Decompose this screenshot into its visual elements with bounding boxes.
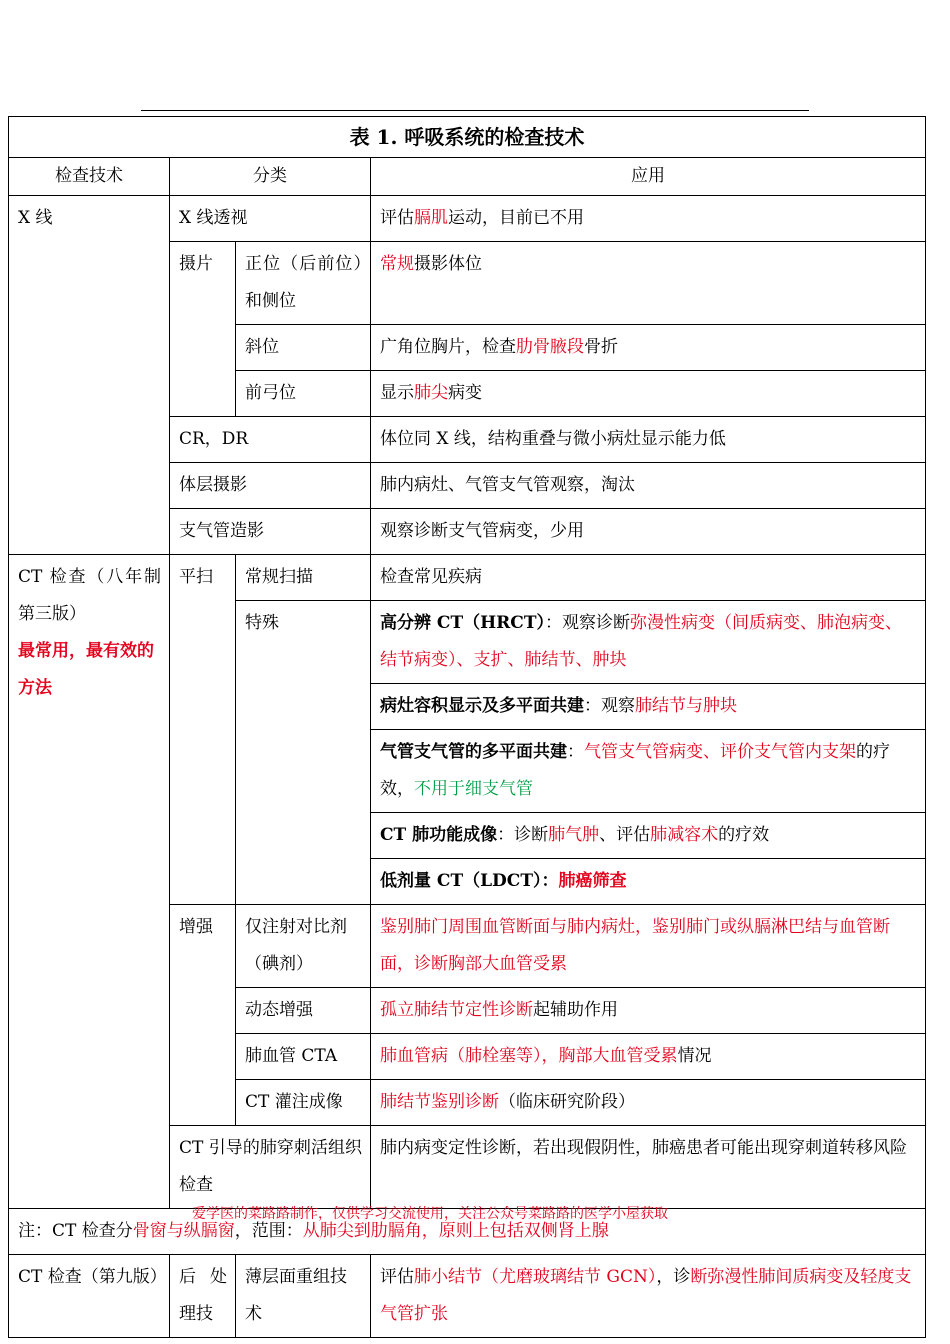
ct9-recon: 薄层面重组技术 — [236, 1255, 371, 1338]
ct8-dynamic: 动态增强 — [236, 988, 371, 1034]
ct9-post: 后处理技 — [170, 1255, 236, 1338]
ct8-hrct-app: 高分辨 CT（HRCT）：观察诊断弥漫性病变（间质病变、肺泡病变、结节病变）、支扩、肺结节、肿块 — [371, 601, 926, 684]
ct8-contrast-only-app: 鉴别肺门周围血管断面与肺内病灶，鉴别肺门或纵膈淋巴结与血管断面，诊断胸部大血管受累 — [371, 905, 926, 988]
ct8-volume-app: 病灶容积显示及多平面共建：观察肺结节与肿块 — [371, 684, 926, 730]
ct9-recon-app: 评估肺小结节（尤磨玻璃结节 GCN），诊断弥漫性肺间质病变及轻度支气管扩张 — [371, 1255, 926, 1338]
ct9-name: CT 检查（第九版） — [9, 1255, 170, 1338]
xray-tomography: 体层摄影 — [170, 463, 371, 509]
xray-pa-lateral-app: 常规摄影体位 — [371, 242, 926, 325]
ct8-contrast-only: 仅注射对比剂（碘剂） — [236, 905, 371, 988]
xray-radiography: 摄片 — [170, 242, 236, 417]
header-application: 应用 — [371, 158, 926, 196]
ct8-cta-app: 肺血管病（肺栓塞等），胸部大血管受累情况 — [371, 1034, 926, 1080]
xray-bronchography: 支气管造影 — [170, 509, 371, 555]
ct8-ldct-app: 低剂量 CT（LDCT）：肺癌筛查 — [371, 859, 926, 905]
xray-oblique-app: 广角位胸片，检查肋骨腋段骨折 — [371, 325, 926, 371]
xray-pa-lateral: 正位（后前位）和侧位 — [236, 242, 371, 325]
ct8-special: 特殊 — [236, 601, 371, 905]
ct8-perfusion: CT 灌注成像 — [236, 1080, 371, 1126]
table-row — [9, 555, 926, 601]
header-tech: 检查技术 — [9, 158, 170, 196]
ct8-routine: 常规扫描 — [236, 555, 371, 601]
ct8-cta: 肺血管 CTA — [236, 1034, 371, 1080]
xray-bronchography-app: 观察诊断支气管病变，少用 — [371, 509, 926, 555]
xray-lordotic-app: 显示肺尖病变 — [371, 371, 926, 417]
xray-cr-dr: CR，DR — [170, 417, 371, 463]
table-row — [9, 196, 926, 242]
ct8-enhanced: 增强 — [170, 905, 236, 1126]
ct8-plain: 平扫 — [170, 555, 236, 905]
header-rule — [141, 110, 809, 111]
ct8-airway-app: 气管支气管的多平面共建：气管支气管病变、评价支气管内支架的疗效，不用于细支气管 — [371, 730, 926, 813]
xray-fluoroscopy-app: 评估膈肌运动，目前已不用 — [371, 196, 926, 242]
ct8-dynamic-app: 孤立肺结节定性诊断起辅助作用 — [371, 988, 926, 1034]
xray-name: X 线 — [9, 196, 170, 555]
xray-lordotic: 前弓位 — [236, 371, 371, 417]
table-row — [9, 1255, 926, 1338]
xray-fluoroscopy: X 线透视 — [170, 196, 371, 242]
footer-credit: 爱学医的菜路路制作，仅供学习交流使用，关注公众号菜路路的医学小屋获取 — [192, 1206, 668, 1222]
ct8-perfusion-app: 肺结节鉴别诊断（临床研究阶段） — [371, 1080, 926, 1126]
table-title: 表 1. 呼吸系统的检查技术 — [9, 117, 926, 158]
xray-cr-dr-app: 体位同 X 线，结构重叠与微小病灶显示能力低 — [371, 417, 926, 463]
ct-note: 注：CT 检查分骨窗与纵膈窗，范围：从肺尖到肋膈角，原则上包括双侧肾上腺 — [9, 1209, 926, 1255]
ct8-biopsy: CT 引导的肺穿刺活组织检查 — [170, 1126, 371, 1209]
xray-tomography-app: 肺内病灶、气管支气管观察，淘汰 — [371, 463, 926, 509]
ct8-note: 最常用，最有效的方法 — [18, 641, 154, 698]
ct8-function-app: CT 肺功能成像：诊断肺气肿、评估肺减容术的疗效 — [371, 813, 926, 859]
ct8-routine-app: 检查常见疾病 — [371, 555, 926, 601]
xray-oblique: 斜位 — [236, 325, 371, 371]
ct8-biopsy-app: 肺内病变定性诊断，若出现假阴性，肺癌患者可能出现穿刺道转移风险 — [371, 1126, 926, 1209]
exam-tech-table — [8, 116, 926, 1338]
header-category: 分类 — [170, 158, 371, 196]
ct8-name: CT 检查（八年制第三版） 最常用，最有效的方法 — [9, 555, 170, 1209]
